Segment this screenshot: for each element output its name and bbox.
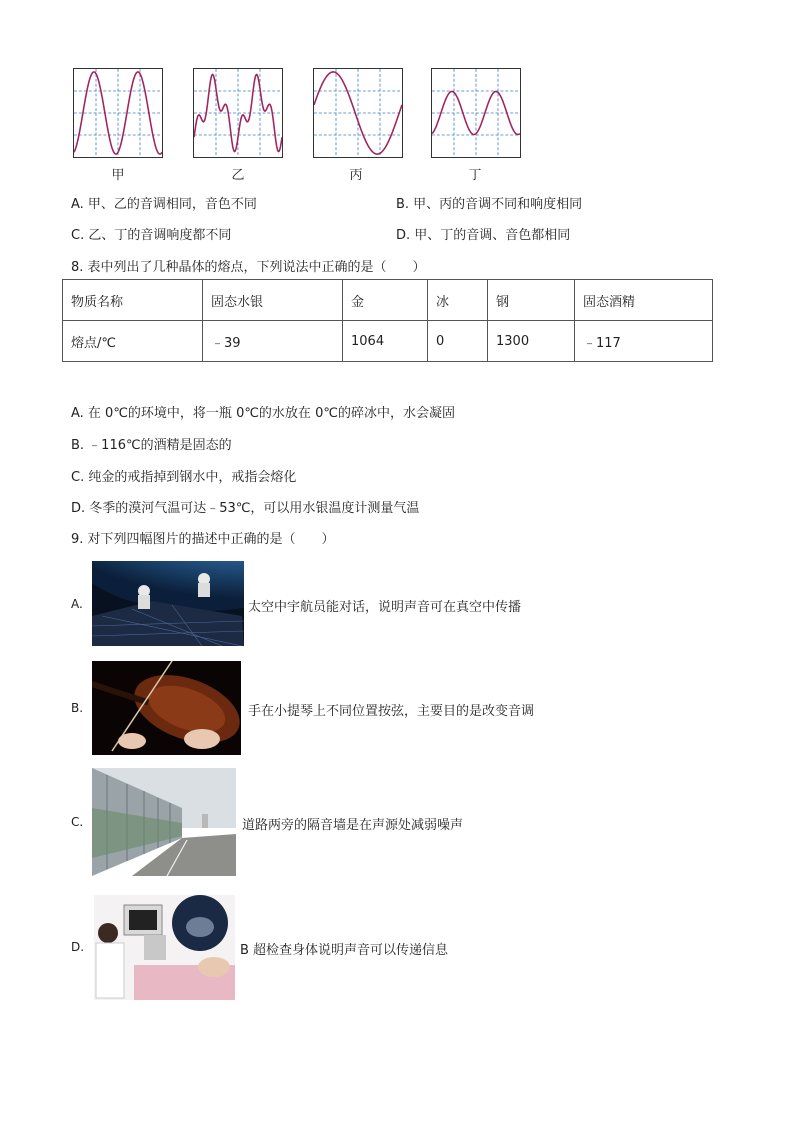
waveform-ding xyxy=(431,68,521,158)
waveform-bing-plot xyxy=(314,69,402,157)
waveform-label-jia: 甲 xyxy=(111,168,125,183)
table-cell: 1064 xyxy=(343,321,428,362)
waveform-jia-plot xyxy=(74,69,162,157)
q9-option-a-text: 太空中宇航员能对话，说明声音可在真空中传播 xyxy=(248,600,522,615)
ultrasound-exam-image xyxy=(94,895,235,1000)
q9-option-b-text: 手在小提琴上不同位置按弦，主要目的是改变音调 xyxy=(248,704,535,719)
q9-option-d-text: B 超检查身体说明声音可以传递信息 xyxy=(240,943,449,958)
table-header-cell: 金 xyxy=(343,280,428,321)
waveform-yi xyxy=(193,68,283,158)
table-cell: 0 xyxy=(428,321,488,362)
table-header-cell: 钢 xyxy=(488,280,575,321)
q8-option-b: B. ﹣116℃的酒精是固态的 xyxy=(71,438,232,453)
q9-option-b-letter: B. xyxy=(71,701,84,715)
table-header-row xyxy=(63,280,713,321)
waveform-bing xyxy=(313,68,403,158)
q7-option-b: B. 甲、丙的音调不同和响度相同 xyxy=(396,197,583,212)
table-row xyxy=(63,321,713,362)
q9-option-d-letter: D. xyxy=(71,940,85,954)
q9-option-c-letter: C. xyxy=(71,815,84,829)
table-cell: ﹣39 xyxy=(203,321,343,362)
melting-point-table xyxy=(62,279,713,362)
table-header-cell: 冰 xyxy=(428,280,488,321)
table-cell: ﹣117 xyxy=(575,321,713,362)
waveform-label-yi: 乙 xyxy=(231,168,245,183)
waveform-ding-plot xyxy=(432,69,520,157)
q9-stem: 9. 对下列四幅图片的描述中正确的是（ ） xyxy=(71,532,335,547)
q8-option-d: D. 冬季的漠河气温可达﹣53℃，可以用水银温度计测量气温 xyxy=(71,501,420,516)
table-header-cell: 固态水银 xyxy=(203,280,343,321)
astronauts-space-image xyxy=(92,561,244,646)
table-cell: 熔点/℃ xyxy=(63,321,203,362)
table-cell: 1300 xyxy=(488,321,575,362)
q9-option-c-text: 道路两旁的隔音墙是在声源处减弱噪声 xyxy=(242,818,464,833)
q8-stem: 8. 表中列出了几种晶体的熔点，下列说法中正确的是（ ） xyxy=(71,260,426,275)
waveform-label-ding: 丁 xyxy=(468,168,482,183)
table-header-cell: 固态酒精 xyxy=(575,280,713,321)
table-header-cell: 物质名称 xyxy=(63,280,203,321)
sound-barrier-road-image xyxy=(92,768,236,876)
violin-image xyxy=(92,661,241,755)
waveform-yi-plot xyxy=(194,69,282,157)
waveform-jia xyxy=(73,68,163,158)
q7-option-c: C. 乙、丁的音调响度都不同 xyxy=(71,228,232,243)
q8-option-a: A. 在 0℃的环境中，将一瓶 0℃的水放在 0℃的碎冰中，水会凝固 xyxy=(71,406,455,421)
q8-option-c: C. 纯金的戒指掉到钢水中，戒指会熔化 xyxy=(71,470,297,485)
q9-option-a-letter: A. xyxy=(71,597,83,611)
q7-option-d: D. 甲、丁的音调、音色都相同 xyxy=(396,228,571,243)
waveform-label-bing: 丙 xyxy=(349,168,363,183)
q7-option-a: A. 甲、乙的音调相同，音色不同 xyxy=(71,197,257,212)
